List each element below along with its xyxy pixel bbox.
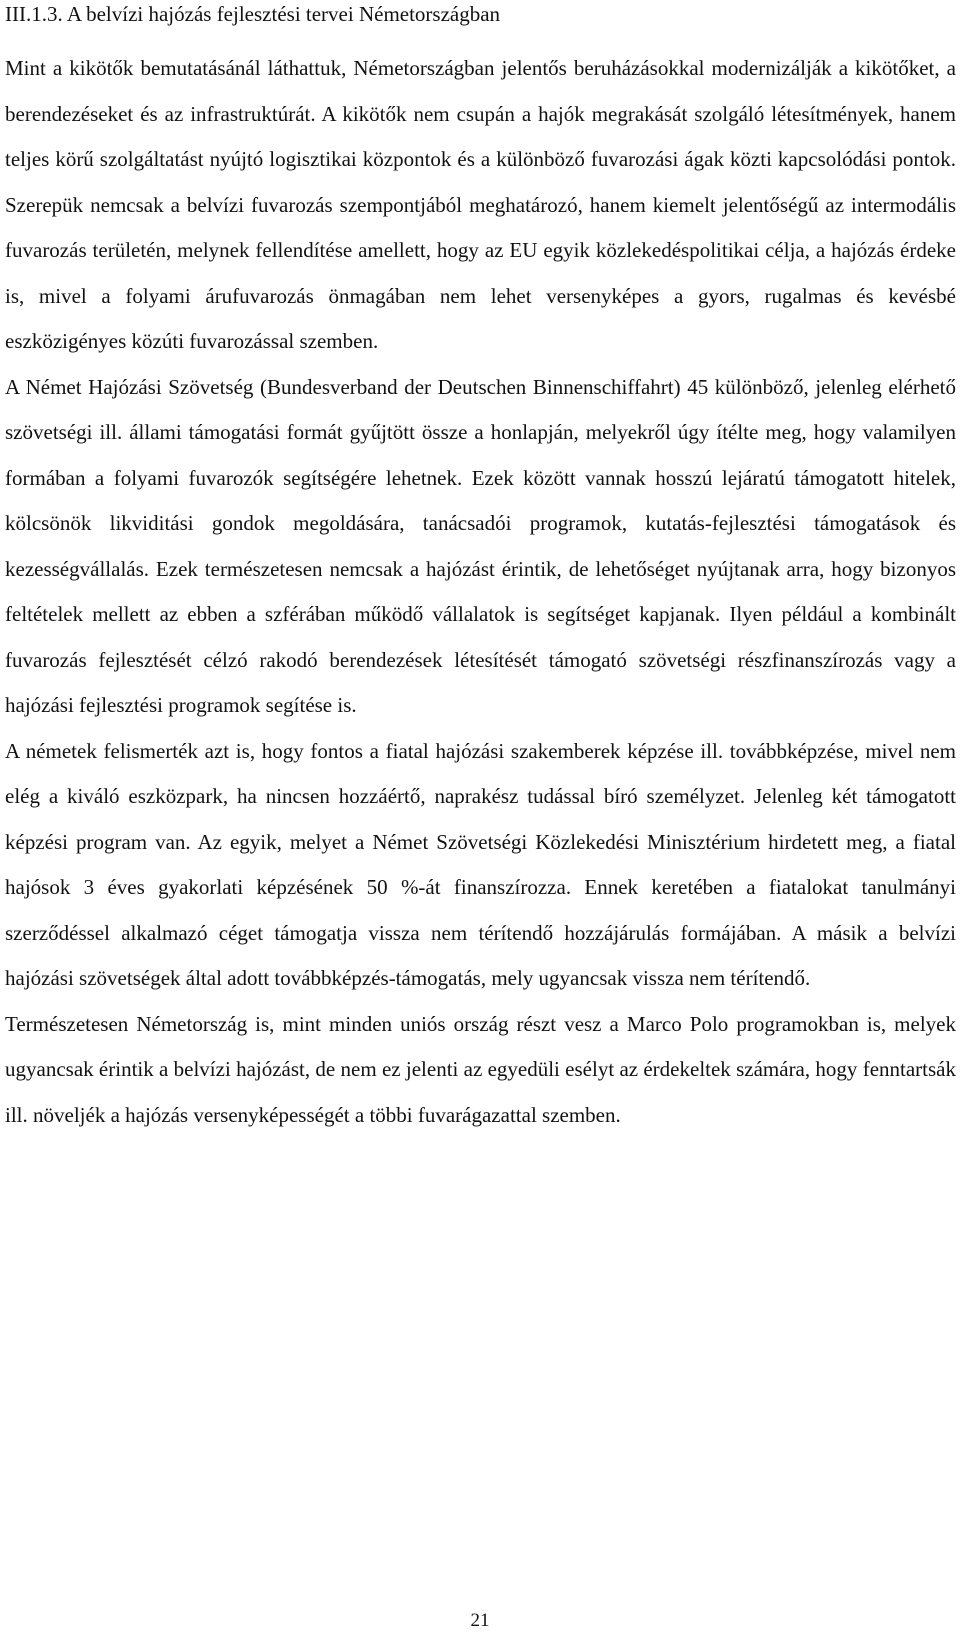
paragraph-marco-polo: Természetesen Németország is, mint minden uniós ország részt vesz a Marco Polo programokban is, melyek ugyancsak érintik a belvízi hajózást, de nem ez jelenti az egyedüli esélyt az érdekeltek számára, hogy fenntartsák ill. növeljék a hajózás versenyképességét a többi fuvarágazattal szemben. <box>5 1011 956 1127</box>
body-text <box>5 46 956 1138</box>
paragraph-ports-intro: Mint a kikötők bemutatásánál láthattuk, Németországban jelentős beruházásokkal modernizálják a kikötőket, a berendezéseket és az infrastruktúrát. A kikötők nem csupán a hajók megrakását szolgáló létesítmények, hanem teljes körű szolgáltatást nyújtó logisztikai központok és a különböző fuvarozási ágak közti kapcsolódási pontok. Szerepük nemcsak a belvízi fuvarozás szempontjából meghatározó, hanem kiemelt jelentőségű az intermodális fuvarozás területén, melynek fellendítése amellett, hogy az EU egyik közlekedéspolitikai célja, a hajózás érdeke is, mivel a folyami árufuvarozás önmagában nem lehet versenyképes a gyors, rugalmas és kevésbé eszközigényes közúti fuvarozással szemben. <box>5 56 956 353</box>
page-number: 21 <box>470 1610 490 1631</box>
section-heading: III.1.3. A belvízi hajózás fejlesztési tervei Németországban <box>5 2 501 26</box>
paragraph-shipping-association: A Német Hajózási Szövetség (Bundesverband der Deutschen Binnenschiffahrt) 45 különböző, jelenleg elérhető szövetségi ill. állami támogatási formát gyűjtött össze a honlapján, melyekről úgy ítélte meg, hogy valamilyen formában a folyami fuvarozók segítségére lehetnek. Ezek között vannak hosszú lejáratú támogatott hitelek, kölcsönök likviditási gondok megoldására, tanácsadói programok, kutatás-fejlesztési támogatások és kezességvállalás. Ezek természetesen nemcsak a hajózást érintik, de lehetőséget nyújtanak arra, hogy bizonyos feltételek mellett az ebben a szférában működő vállalatok is segítséget kapjanak. Ilyen például a kombinált fuvarozás fejlesztését célzó rakodó berendezések létesítését támogató szövetségi részfinanszírozás vagy a hajózási fejlesztési programok segítése is. <box>5 374 956 717</box>
paragraph-training: A németek felismerték azt is, hogy fontos a fiatal hajózási szakemberek képzése ill. továbbképzése, mivel nem elég a kiváló eszközpark, ha nincsen hozzáértő, naprakész tudással bíró személyzet. Jelenleg két támogatott képzési program van. Az egyik, melyet a Német Szövetségi Közlekedési Minisztérium hirdetett meg, a fiatal hajósok 3 éves gyakorlati képzésének 50 %-át finanszírozza. Ennek keretében a fiatalokat tanulmányi szerződéssel alkalmazó céget támogatja vissza nem térítendő hozzájárulás formájában. A másik a belvízi hajózási szövetségek által adott továbbképzés-támogatás, mely ugyancsak vissza nem térítendő. <box>5 738 956 990</box>
